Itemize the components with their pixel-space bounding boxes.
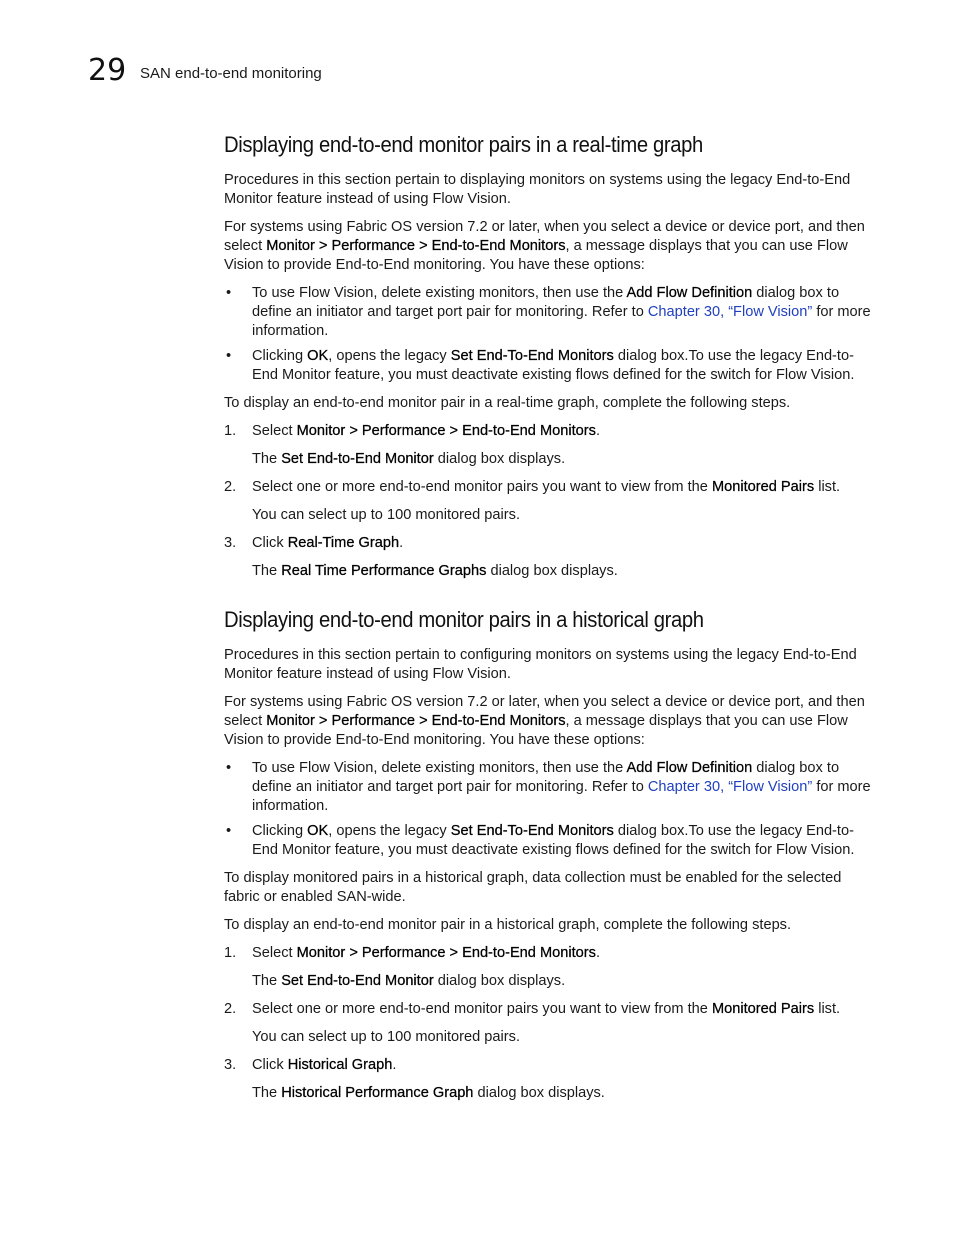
step-2: 2. Select one or more end-to-end monitor pairs you want to view from the Monitored Pairs list. [224, 1001, 841, 1017]
data-collection-note: To display monitored pairs in a historical graph, data collection must be enabled for the selected fabric or enabled SAN-wide. [224, 870, 842, 905]
options-list [224, 759, 876, 860]
step-3-result: The Real Time Performance Graphs dialog box displays. [252, 563, 618, 579]
section-historical-graph [224, 605, 876, 1103]
step-2-result: You can select up to 100 monitored pairs. [252, 507, 520, 523]
chapter-30-link[interactable]: Chapter 30, “Flow Vision” [647, 779, 813, 795]
step-3: 3. Click Historical Graph. [224, 1057, 397, 1073]
intro-paragraph: Procedures in this section pertain to configuring monitors on systems using the legacy End-to-End Monitor feature instead of using Flow Vision. [224, 647, 857, 682]
step-3-result: The Historical Performance Graph dialog box displays. [252, 1085, 605, 1101]
intro-paragraph: Procedures in this section pertain to displaying monitors on systems using the legacy End-to-End Monitor feature instead of using Flow Vision. [224, 172, 851, 207]
list-item: • Clicking OK, opens the legacy Set End-To-End Monitors dialog box.To use the legacy End-to-End Monitor feature, you must deactivate existing flows defined for the switch for Flow Vision. [226, 348, 855, 383]
menu-path: Monitor > Performance > End-to-End Monitors [266, 238, 566, 254]
step-1: 1. Select Monitor > Performance > End-to-End Monitors. [224, 945, 600, 961]
chapter-title: SAN end-to-end monitoring [140, 65, 322, 82]
bullet-icon: • [226, 348, 232, 364]
options-list [224, 284, 876, 385]
step-1-result: The Set End-to-End Monitor dialog box displays. [252, 973, 566, 989]
page-content [224, 130, 876, 1103]
steps-intro: To display an end-to-end monitor pair in a historical graph, complete the following steps. [224, 917, 792, 933]
step-1: 1. Select Monitor > Performance > End-to-End Monitors. [224, 423, 600, 439]
fabric-os-paragraph: For systems using Fabric OS version 7.2 or later, when you select a device or device port, and then select Monitor > Performance > End-to-End Monitors, a message displays that you can use Flow Vision to provide End-to-End monitoring. You have these options: [224, 219, 865, 273]
step-1-result: The Set End-to-End Monitor dialog box displays. [252, 451, 566, 467]
section-heading: Displaying end-to-end monitor pairs in a historical graph [224, 607, 704, 632]
step-2-result: You can select up to 100 monitored pairs. [252, 1029, 520, 1045]
step-2: 2. Select one or more end-to-end monitor pairs you want to view from the Monitored Pairs list. [224, 479, 841, 495]
list-item: • To use Flow Vision, delete existing monitors, then use the Add Flow Definition dialog box to define an initiator and target port pair for monitoring. Refer to Chapter 30, “Flow Vision” for more information. [226, 285, 871, 339]
list-item: • To use Flow Vision, delete existing monitors, then use the Add Flow Definition dialog box to define an initiator and target port pair for monitoring. Refer to Chapter 30, “Flow Vision” for more information. [226, 760, 871, 814]
chapter-number: 29 [88, 53, 127, 88]
bullet-icon: • [226, 285, 232, 301]
steps-intro: To display an end-to-end monitor pair in a real-time graph, complete the following steps. [224, 395, 791, 411]
section-real-time-graph [224, 130, 876, 581]
chapter-30-link[interactable]: Chapter 30, “Flow Vision” [647, 304, 813, 320]
step-3: 3. Click Real-Time Graph. [224, 535, 404, 551]
section-heading: Displaying end-to-end monitor pairs in a real-time graph [224, 132, 703, 157]
bullet-icon: • [226, 760, 232, 776]
list-item: • Clicking OK, opens the legacy Set End-To-End Monitors dialog box.To use the legacy End-to-End Monitor feature, you must deactivate existing flows defined for the switch for Flow Vision. [226, 823, 855, 858]
menu-path: Monitor > Performance > End-to-End Monitors [266, 713, 566, 729]
fabric-os-paragraph: For systems using Fabric OS version 7.2 or later, when you select a device or device port, and then select Monitor > Performance > End-to-End Monitors, a message displays that you can use Flow Vision to provide End-to-End monitoring. You have these options: [224, 694, 865, 748]
bullet-icon: • [226, 823, 232, 839]
